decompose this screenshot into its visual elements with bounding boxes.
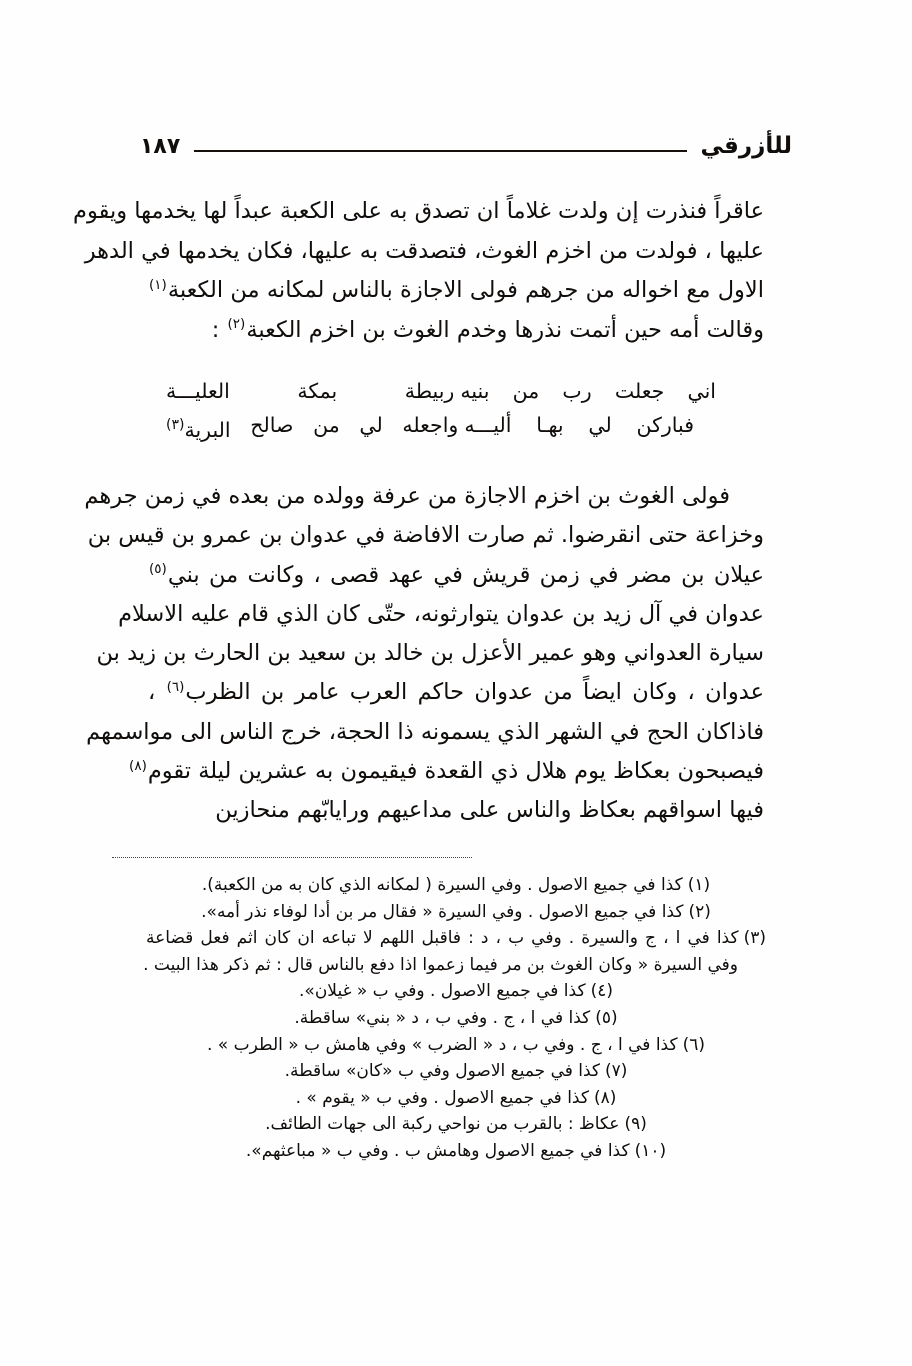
footnote-number: (١) [687, 875, 711, 895]
footnote-ref-8[interactable]: (٨) [129, 757, 147, 774]
footnote-number: (٢) [688, 901, 711, 922]
verse-word: لي [588, 413, 612, 437]
text-line-tail: ، [148, 679, 166, 706]
text-line-tail: : [211, 316, 227, 343]
footnote-ref-1[interactable]: (١) [149, 276, 167, 293]
footnote-ref-5[interactable]: (٥) [149, 561, 167, 578]
verse-hemistich [166, 408, 458, 447]
footnote-number: (٩) [624, 1114, 647, 1135]
verse-word: بهـا [536, 413, 564, 437]
footnote-item [146, 899, 766, 926]
verse-word: ربيطة [404, 379, 455, 403]
verse-word: العليـــة [166, 379, 230, 403]
verse-hemistich [166, 374, 454, 408]
footnote-text: كذا في ا ، ج . وفي ب ، د « بني» ساقطة. [294, 1007, 591, 1028]
verse-word: من [313, 413, 340, 437]
page-number: ١٨٧ [140, 133, 181, 159]
footnote-ref-6[interactable]: (٦) [166, 678, 185, 695]
verse-word: صالح [250, 413, 294, 437]
footnote-number: (٤) [590, 981, 613, 1002]
running-head-title: للأزرقي [700, 132, 792, 159]
text-line-content: فولى الغوث بن اخزم الاجازة من عرفة وولده من بعده في زمن جرهم [84, 483, 730, 509]
verse-word [166, 408, 231, 447]
text-line: عليها ، فولدت من اخزم الغوث، فتصدقت به عليها، فكان يخدمها في الدهر [84, 237, 764, 264]
footnote-text: كذا في جميع الاصول . وفي السيرة ( لمكانه الذي كان به من الكعبة). [201, 875, 683, 895]
footnote-number: (٦) [682, 1034, 705, 1055]
footnote-number: (٥) [595, 1007, 618, 1028]
text-line-content: وقالت أمه حين أتمت نذرها وخدم الغوث بن اخزم الكعبة [246, 316, 764, 343]
footnote-item [146, 1138, 766, 1165]
footnote-text: عكاظ : بالقرب من نواحي ركبة الى جهات الطائف. [265, 1114, 620, 1135]
verse-word: بنيه [460, 379, 490, 403]
verse-word: رب [562, 379, 592, 403]
text-line: وخزاعة حتى انقرضوا. ثم صارت الافاضة في عدوان بن عمرو بن قيس بن [87, 522, 764, 549]
verse-word: فباركن [636, 413, 694, 437]
running-head [140, 128, 792, 168]
text-line: فاذاكان الحج في الشهر الذي يسمونه ذا الحجة، خرج الناس الى مواسمهم [86, 718, 764, 745]
text-line [148, 673, 764, 712]
footnote-text: كذا في جميع الاصول . وفي السيرة « فقال مر بن أدا لوفاء نذر أمه». [201, 901, 684, 922]
footnote-number: (٣) [743, 928, 766, 949]
footnote-item [146, 1032, 766, 1059]
verse-hemistich [454, 374, 716, 408]
text-line-content: فيصبحون بعكاظ يوم هلال ذي القعدة فيقيمون به عشرين ليلة تقوم [147, 758, 764, 785]
text-line [148, 556, 764, 595]
verse-word: لي [359, 413, 383, 437]
text-line: سيارة العدواني وهو عمير الأعزل بن خالد بن سعيد بن الحارث بن زيد بن [96, 640, 764, 667]
text-line [129, 752, 764, 791]
verse-line [166, 408, 716, 447]
footnote-text: كذا في جميع الاصول وفي ب «كان» ساقطة. [284, 1061, 601, 1082]
footnote-item [146, 925, 766, 952]
footnote-continuation: وفي السيرة « وكان الغوث بن مر فيما زعموا اذا دفع بالناس قال : ثم ذكر هذا البيت . [143, 954, 738, 975]
footnote-ref-3[interactable]: (٣) [166, 417, 185, 433]
footnote-item [146, 1085, 766, 1112]
footnote-text: كذا في ا ، ج . وفي ب ، د « الضرب » وفي هامش ب « الطرب » . [207, 1034, 678, 1055]
verse-word: جعلت [614, 379, 665, 403]
footnote-number: (٧) [605, 1061, 628, 1082]
text-line [148, 271, 764, 311]
footnote-item [146, 1111, 766, 1138]
text-line-content: عيلان بن مضر في زمن قريش في عهد قصى ، وكانت من بني [167, 561, 764, 588]
footnote-number: (١٠) [634, 1140, 667, 1161]
text-line-content: عدوان ، وكان ايضاً من عدوان حاكم العرب عامر بن الظرب [185, 679, 764, 706]
footnote-list [143, 872, 766, 1165]
footnote-text: كذا في جميع الاصول . وفي ب « غيلان». [299, 981, 586, 1002]
text-line-content: الاول مع اخواله من جرهم فولى الاجازة بالناس لمكانه من الكعبة [167, 277, 764, 303]
verse-word: من [512, 379, 540, 403]
verse-line [166, 374, 716, 408]
footnote-number: (٨) [593, 1087, 617, 1108]
footnote-text: كذا في جميع الاصول . وفي ب « يقوم » . [295, 1087, 589, 1108]
verse-hemistich [458, 408, 694, 447]
footnote-item [146, 872, 766, 899]
text-line: عاقراً فنذرت إن ولدت غلاماً ان تصدق به على الكعبة عبداً لها يخدمها ويقوم [73, 198, 764, 224]
footnote-item [146, 1058, 766, 1085]
text-line: فيها اسواقهم بعكاظ والناس على مداعيهم ورايابّهم منحازين [215, 797, 764, 824]
verse-word: واجعله [402, 413, 459, 437]
verse-word: أليـــه [464, 413, 512, 437]
footnote-ref-2[interactable]: (٢) [227, 316, 246, 332]
verse-block [166, 374, 716, 447]
text-line [148, 311, 764, 351]
paragraph-one [73, 192, 764, 350]
footnote-separator [112, 857, 472, 858]
footnote-item [146, 1005, 766, 1032]
verse-word: بمكة [297, 379, 338, 403]
paragraph-two [84, 477, 764, 831]
running-head-rule [194, 150, 686, 152]
text-line [84, 477, 764, 516]
verse-word: اني [687, 379, 716, 403]
footnote-item [146, 978, 766, 1005]
text-line: عدوان في آل زيد بن عدوان يتوارثونه، حتّى كان الذي قام عليه الاسلام [118, 600, 764, 627]
footnote-text: كذا في ا ، ج والسيرة . وفي ب ، د : فاقبل اللهم لا تباعه ان كان اثم فعل قضاعة [146, 928, 739, 949]
footnote-text: كذا في جميع الاصول وهامش ب . وفي ب « مباعثهم». [245, 1140, 630, 1161]
verse-word-text: البرية [184, 417, 231, 442]
